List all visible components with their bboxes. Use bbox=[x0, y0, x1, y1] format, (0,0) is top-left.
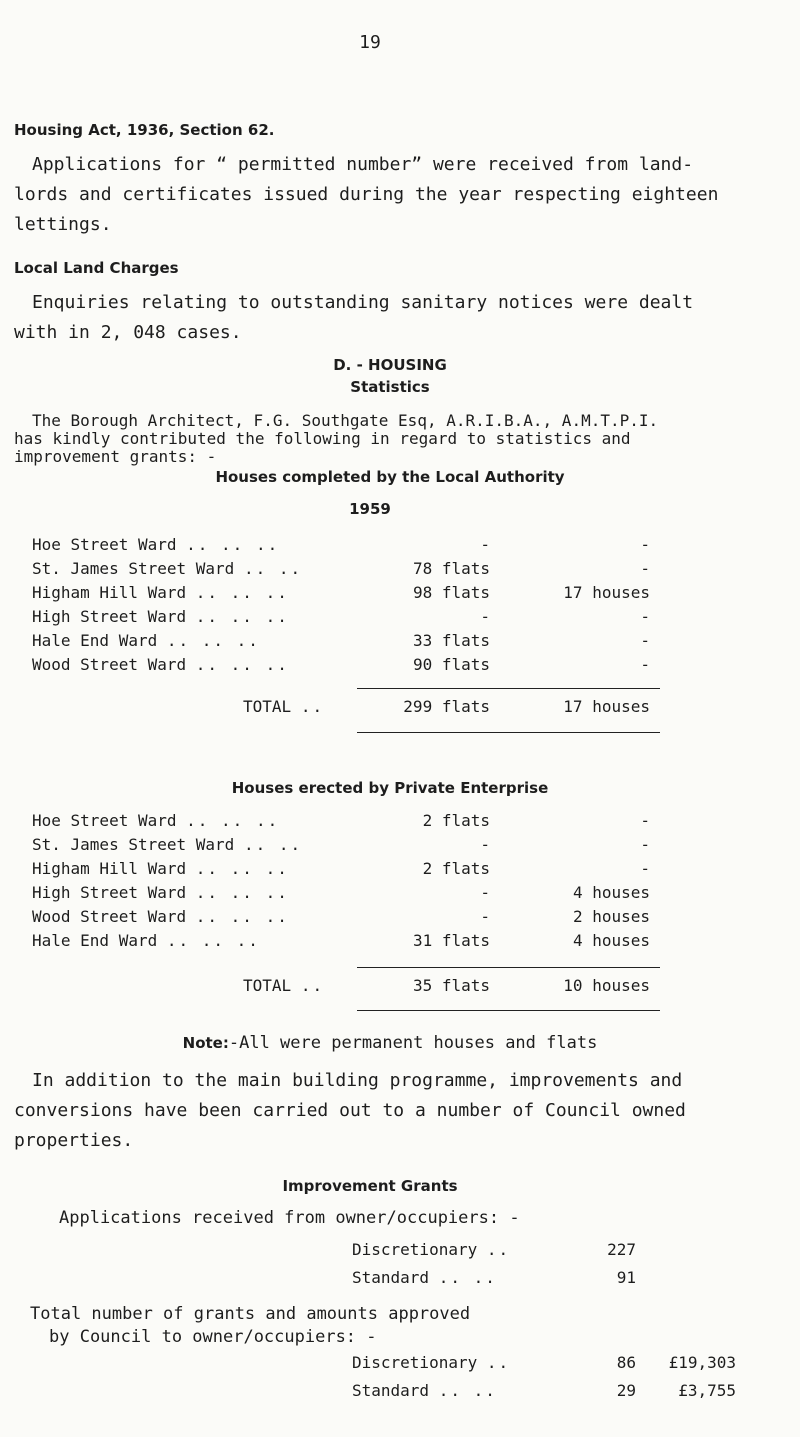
list-item bbox=[352, 1381, 497, 1400]
flats-cell: - bbox=[480, 607, 490, 626]
table-row bbox=[32, 607, 289, 631]
ward-name: Higham Hill Ward bbox=[32, 583, 187, 602]
table-row bbox=[32, 811, 279, 835]
flats-cell: - bbox=[480, 835, 490, 854]
grant-amount: £3,755 bbox=[678, 1381, 736, 1400]
leader-dots: .. .. .. bbox=[186, 811, 280, 830]
intro-line-3: improvement grants: - bbox=[14, 447, 217, 466]
note-label: Note: bbox=[182, 1034, 229, 1052]
houses-cell: - bbox=[640, 811, 650, 830]
housing-act-line-1: Applications for “ permitted number” were received from land- bbox=[32, 154, 694, 175]
leader-dots: .. .. bbox=[438, 1268, 497, 1287]
table-row bbox=[32, 631, 260, 655]
total-houses: 10 houses bbox=[563, 976, 650, 995]
leader-dots: .. .. .. bbox=[166, 931, 260, 950]
houses-cell: - bbox=[640, 607, 650, 626]
leader-dots: .. .. .. bbox=[195, 583, 289, 602]
leader-dots: .. .. .. bbox=[166, 631, 260, 650]
total-label: TOTAL bbox=[243, 976, 292, 995]
local-land-line-2: with in 2, 048 cases. bbox=[14, 322, 242, 343]
housing-section-heading: D. - HOUSING bbox=[333, 356, 447, 374]
ward-name: Wood Street Ward bbox=[32, 655, 187, 674]
ward-name: High Street Ward bbox=[32, 883, 187, 902]
note bbox=[0, 1033, 780, 1053]
leader-dots: .. .. .. bbox=[195, 883, 289, 902]
total-bottom-rule bbox=[357, 732, 660, 733]
list-item bbox=[352, 1268, 497, 1287]
grant-count: 91 bbox=[616, 1268, 636, 1287]
local-land-line-1: Enquiries relating to outstanding sanitary notices were dealt bbox=[32, 292, 694, 313]
note-text: -All were permanent houses and flats bbox=[228, 1033, 598, 1053]
houses-cell: - bbox=[640, 835, 650, 854]
leader-dots: .. .. bbox=[438, 1381, 497, 1400]
leader-dots: .. .. .. bbox=[195, 655, 289, 674]
private-enterprise-heading: Houses erected by Private Enterprise bbox=[231, 779, 549, 797]
applications-label: Applications received from owner/occupiers: - bbox=[59, 1208, 520, 1228]
houses-cell: 4 houses bbox=[572, 883, 650, 902]
flats-cell: 98 flats bbox=[412, 583, 490, 602]
table-row bbox=[32, 655, 289, 679]
local-land-heading: Local Land Charges bbox=[14, 259, 179, 277]
table-row bbox=[32, 559, 302, 583]
ward-name: High Street Ward bbox=[32, 607, 187, 626]
flats-cell: 33 flats bbox=[412, 631, 490, 650]
leader-dots: .. bbox=[486, 1240, 511, 1259]
flats-cell: 2 flats bbox=[422, 811, 490, 830]
leader-dots: .. .. bbox=[243, 835, 303, 854]
flats-cell: - bbox=[480, 907, 490, 926]
improvements-line-3: properties. bbox=[14, 1130, 134, 1151]
intro-line-1: The Borough Architect, F.G. Southgate Esq, A.R.I.B.A., A.M.T.P.I. bbox=[32, 411, 659, 430]
local-authority-heading: Houses completed by the Local Authority bbox=[215, 468, 565, 486]
houses-cell: - bbox=[640, 559, 650, 578]
grant-type: Standard bbox=[352, 1381, 430, 1400]
leader-dots: .. .. bbox=[243, 559, 303, 578]
ward-name: Wood Street Ward bbox=[32, 907, 187, 926]
flats-cell: 78 flats bbox=[412, 559, 490, 578]
leader-dots: .. bbox=[486, 1353, 511, 1372]
houses-cell: - bbox=[640, 859, 650, 878]
total-row-label bbox=[243, 976, 324, 1000]
ward-name: Hale End Ward bbox=[32, 631, 158, 650]
flats-cell: - bbox=[480, 883, 490, 902]
table-row bbox=[32, 835, 302, 859]
table-row bbox=[32, 535, 279, 559]
total-flats: 299 flats bbox=[403, 697, 490, 716]
ward-name: Higham Hill Ward bbox=[32, 859, 187, 878]
table-row bbox=[32, 931, 260, 955]
table-row bbox=[32, 859, 289, 883]
leader-dots: .. .. .. bbox=[186, 535, 280, 554]
approved-line-2: by Council to owner/occupiers: - bbox=[49, 1327, 377, 1347]
grant-type: Standard bbox=[352, 1268, 430, 1287]
year-label: 1959 bbox=[349, 500, 391, 518]
list-item bbox=[352, 1240, 510, 1259]
total-top-rule bbox=[357, 967, 660, 968]
ward-name: Hoe Street Ward bbox=[32, 811, 177, 830]
page-number: 19 bbox=[359, 32, 381, 53]
housing-act-line-2: lords and certificates issued during the year respecting eighteen bbox=[14, 184, 719, 205]
grant-type: Discretionary bbox=[352, 1353, 478, 1372]
flats-cell: 90 flats bbox=[412, 655, 490, 674]
list-item bbox=[352, 1353, 510, 1372]
houses-cell: - bbox=[640, 535, 650, 554]
leader-dots: .. bbox=[300, 697, 325, 716]
leader-dots: .. .. .. bbox=[195, 907, 289, 926]
improvement-grants-heading: Improvement Grants bbox=[282, 1177, 458, 1195]
flats-cell: - bbox=[480, 535, 490, 554]
total-houses: 17 houses bbox=[563, 697, 650, 716]
leader-dots: .. .. .. bbox=[195, 607, 289, 626]
total-row-label bbox=[243, 697, 324, 721]
intro-line-2: has kindly contributed the following in regard to statistics and bbox=[14, 429, 631, 448]
houses-cell: 4 houses bbox=[572, 931, 650, 950]
houses-cell: 2 houses bbox=[572, 907, 650, 926]
ward-name: St. James Street Ward bbox=[32, 835, 235, 854]
table-row bbox=[32, 907, 289, 931]
approved-line-1: Total number of grants and amounts approved bbox=[30, 1304, 471, 1324]
total-bottom-rule bbox=[357, 1010, 660, 1011]
grant-amount: £19,303 bbox=[668, 1353, 736, 1372]
grant-type: Discretionary bbox=[352, 1240, 478, 1259]
flats-cell: 2 flats bbox=[422, 859, 490, 878]
flats-cell: 31 flats bbox=[412, 931, 490, 950]
housing-act-line-3: lettings. bbox=[14, 214, 112, 235]
ward-name: St. James Street Ward bbox=[32, 559, 235, 578]
improvements-line-2: conversions have been carried out to a number of Council owned bbox=[14, 1100, 686, 1121]
grant-count: 29 bbox=[616, 1381, 636, 1400]
table-row bbox=[32, 583, 289, 607]
table-row bbox=[32, 883, 289, 907]
leader-dots: .. .. .. bbox=[195, 859, 289, 878]
ward-name: Hoe Street Ward bbox=[32, 535, 177, 554]
statistics-subheading: Statistics bbox=[350, 378, 430, 396]
housing-act-heading: Housing Act, 1936, Section 62. bbox=[14, 121, 275, 139]
houses-cell: 17 houses bbox=[563, 583, 650, 602]
total-label: TOTAL bbox=[243, 697, 292, 716]
grant-count: 227 bbox=[607, 1240, 636, 1259]
grant-count: 86 bbox=[616, 1353, 636, 1372]
leader-dots: .. bbox=[300, 976, 325, 995]
improvements-line-1: In addition to the main building programme, improvements and bbox=[32, 1070, 683, 1091]
total-flats: 35 flats bbox=[412, 976, 490, 995]
total-top-rule bbox=[357, 688, 660, 689]
houses-cell: - bbox=[640, 631, 650, 650]
ward-name: Hale End Ward bbox=[32, 931, 158, 950]
houses-cell: - bbox=[640, 655, 650, 674]
